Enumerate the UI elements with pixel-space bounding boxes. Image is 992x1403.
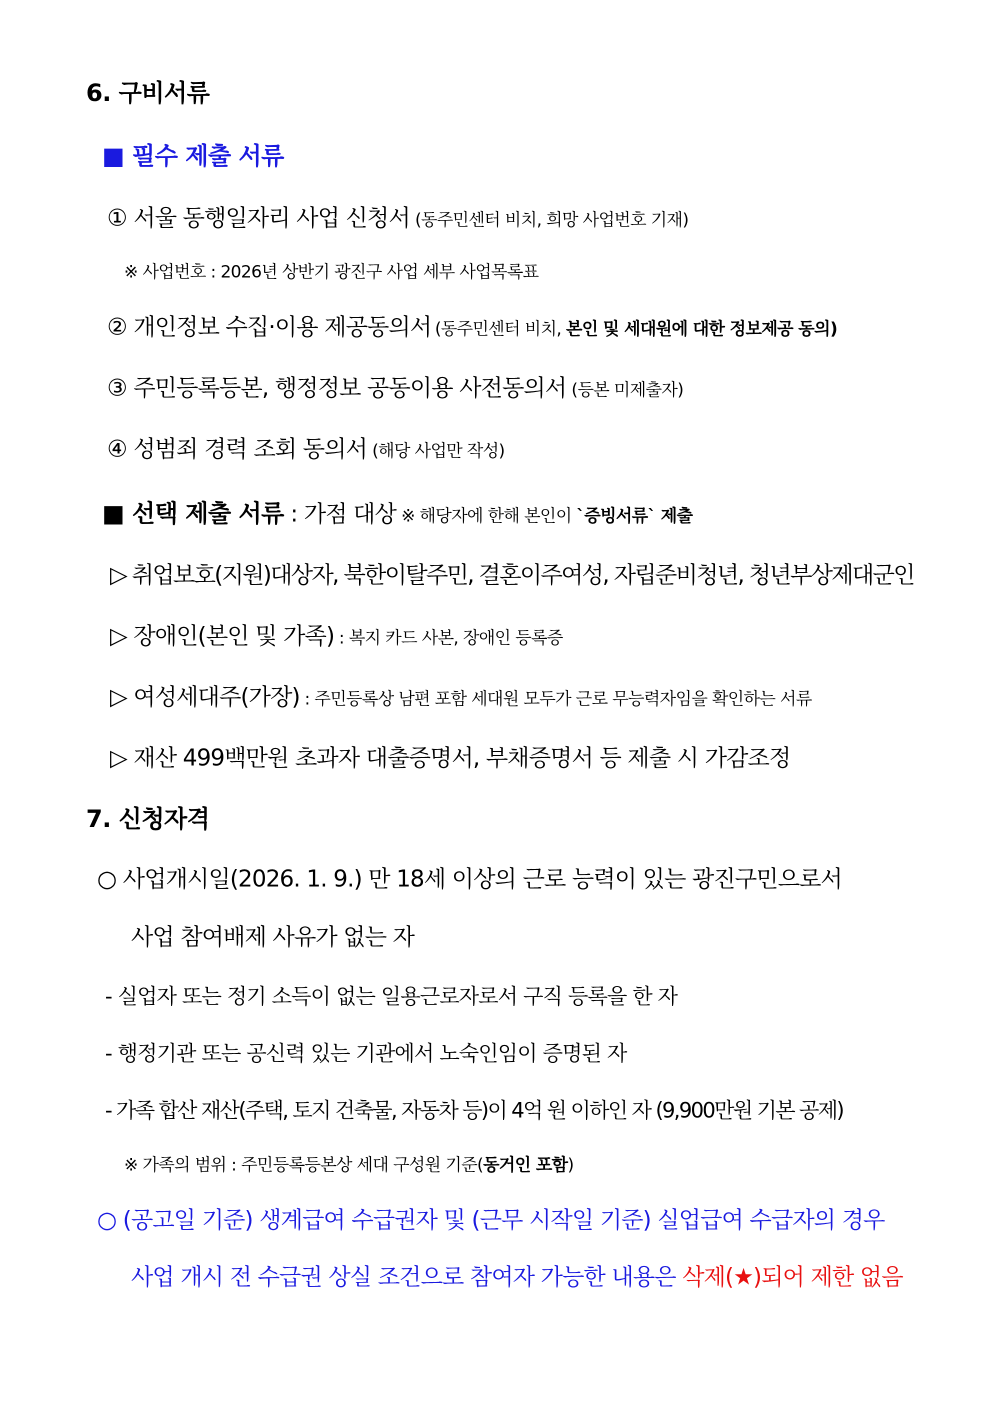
optional-docs-heading (102, 499, 693, 528)
item-note: (동주민센터 비치, 희망 사업번호 기재) (414, 210, 689, 231)
required-item-1 (107, 205, 689, 232)
eligibility-main-line-2: 사업 참여배제 사유가 없는 자 (131, 924, 415, 951)
required-item-4 (107, 436, 505, 463)
optional-item-4: ▷ 재산 499백만원 초과자 대출증명서, 부채증명서 등 제출 시 가감조정 (110, 745, 791, 772)
benefit-line-1: ○ (공고일 기준) 생계급여 수급권자 및 (근무 시작일 기준) 실업급여 수급자의 경우 (97, 1207, 885, 1234)
item-note: : 주민등록상 남편 포함 세대원 모두가 근로 무능력자임을 확인하는 서류 (299, 689, 812, 710)
optional-item-1: ▷ 취업보호(지원)대상자, 북한이탈주민, 결혼이주여성, 자립준비청년, 청년부상제대군인 (110, 562, 914, 589)
item-label: ▷ 장애인(본인 및 가족) (110, 623, 335, 650)
required-docs-heading: ■ 필수 제출 서류 (102, 142, 284, 170)
benefit-line-2 (131, 1264, 903, 1291)
item-label: ▷ 여성세대주(가장) (110, 684, 300, 711)
business-number-note: ※ 사업번호 : 2026년 상반기 광진구 사업 세부 사업목록표 (124, 262, 539, 283)
benefit-line-2-text: 사업 개시 전 수급권 상실 조건으로 참여자 가능한 내용은 (131, 1264, 683, 1291)
optional-item-3 (110, 684, 812, 711)
eligibility-item-2: - 행정기관 또는 공신력 있는 기관에서 노숙인임이 증명된 자 (105, 1041, 627, 1066)
optional-item-2 (110, 623, 563, 650)
removed-restriction-text: 삭제(★)되어 제한 없음 (682, 1264, 903, 1291)
item-note: (등본 미제출자) (571, 380, 684, 401)
family-note-bold: 동거인 포함 (483, 1155, 568, 1176)
item-note: (동주민센터 비치, (434, 319, 567, 340)
item-label: ③ 주민등록등본, 행정정보 공동이용 사전동의서 (107, 375, 567, 402)
eligibility-item-1: - 실업자 또는 정기 소득이 없는 일용근로자로서 구직 등록을 한 자 (105, 984, 678, 1009)
eligibility-main-line-1: ○ 사업개시일(2026. 1. 9.) 만 18세 이상의 근로 능력이 있는 광진구민으로서 (97, 866, 842, 893)
section-6-title: 6. 구비서류 (86, 79, 210, 107)
section-7-title: 7. 신청자격 (86, 805, 210, 833)
family-note-end: ) (567, 1155, 574, 1176)
item-note: : 복지 카드 사본, 장애인 등록증 (334, 628, 563, 649)
required-item-2 (107, 314, 838, 341)
item-label: ② 개인정보 수집·이용 제공동의서 (107, 314, 432, 341)
optional-heading-label: ■ 선택 제출 서류 (102, 499, 284, 528)
optional-heading-suffix: : 가점 대상 (283, 501, 397, 528)
item-label: ① 서울 동행일자리 사업 신청서 (107, 205, 410, 232)
required-item-3 (107, 375, 684, 402)
optional-note: ※ 해당자에 한해 본인이 (401, 506, 577, 527)
item-note: (해당 사업만 작성) (372, 441, 505, 462)
item-label: ④ 성범죄 경력 조회 동의서 (107, 436, 368, 463)
family-note-text: ※ 가족의 범위 : 주민등록등본상 세대 구성원 기준( (124, 1155, 484, 1176)
eligibility-item-3: - 가족 합산 재산(주택, 토지 건축물, 자동차 등)이 4억 원 이하인 자 (9,900만원 기본 공제) (105, 1098, 844, 1123)
item-note-bold: 본인 및 세대원에 대한 정보제공 동의) (566, 319, 838, 340)
optional-note-bold: `증빙서류` 제출 (576, 506, 693, 527)
family-scope-note (124, 1155, 574, 1176)
